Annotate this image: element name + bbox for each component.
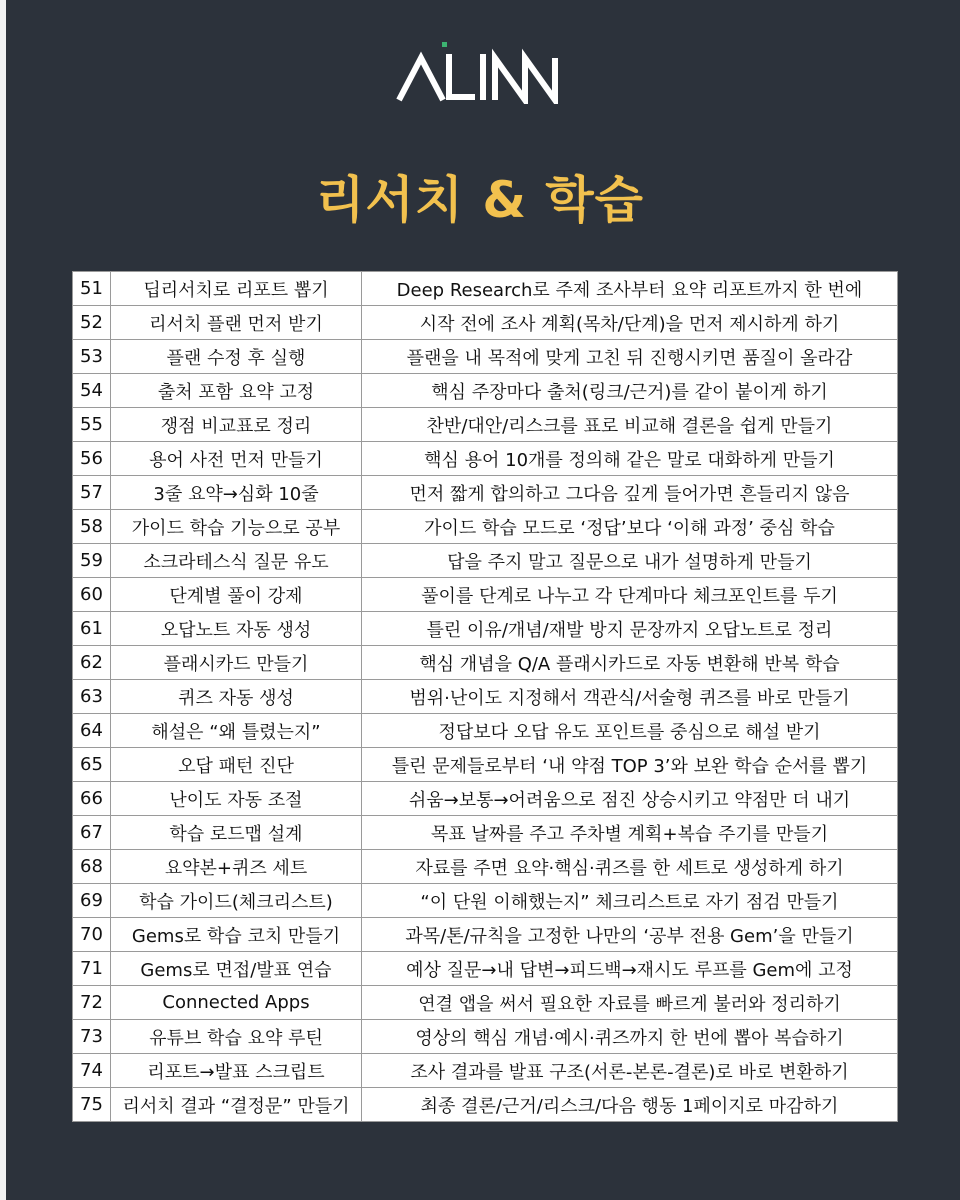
- row-feature: 리포트→발표 스크립트: [111, 1054, 362, 1088]
- table-row: [73, 646, 898, 680]
- alinn-logo: [0, 40, 960, 108]
- table-row: [73, 952, 898, 986]
- row-description: 조사 결과를 발표 구조(서론-본론-결론)로 바로 변환하기: [362, 1054, 898, 1088]
- table-row: [73, 1088, 898, 1122]
- row-description: “이 단원 이해했는지” 체크리스트로 자기 점검 만들기: [362, 884, 898, 918]
- row-feature: 오답 패턴 진단: [111, 748, 362, 782]
- table-row: [73, 1054, 898, 1088]
- row-description: 핵심 주장마다 출처(링크/근거)를 같이 붙이게 하기: [362, 374, 898, 408]
- table-row: [73, 714, 898, 748]
- row-feature: 쟁점 비교표로 정리: [111, 408, 362, 442]
- row-description: 영상의 핵심 개념·예시·퀴즈까지 한 번에 뽑아 복습하기: [362, 1020, 898, 1054]
- row-feature: 오답노트 자동 생성: [111, 612, 362, 646]
- row-number: 66: [73, 782, 111, 816]
- page-title: 리서치 & 학습: [316, 171, 644, 229]
- row-feature: Gems로 학습 코치 만들기: [111, 918, 362, 952]
- row-description: 예상 질문→내 답변→피드백→재시도 루프를 Gem에 고정: [362, 952, 898, 986]
- table-row: [73, 340, 898, 374]
- row-description: 풀이를 단계로 나누고 각 단계마다 체크포인트를 두기: [362, 578, 898, 612]
- row-number: 75: [73, 1088, 111, 1122]
- row-description: 최종 결론/근거/리스크/다음 행동 1페이지로 마감하기: [362, 1088, 898, 1122]
- row-feature: 용어 사전 먼저 만들기: [111, 442, 362, 476]
- row-number: 73: [73, 1020, 111, 1054]
- table-row: [73, 918, 898, 952]
- row-number: 52: [73, 306, 111, 340]
- table-row: [73, 884, 898, 918]
- row-number: 67: [73, 816, 111, 850]
- row-description: Deep Research로 주제 조사부터 요약 리포트까지 한 번에: [362, 272, 898, 306]
- row-description: 먼저 짧게 합의하고 그다음 깊게 들어가면 흔들리지 않음: [362, 476, 898, 510]
- row-description: 가이드 학습 모드로 ‘정답’보다 ‘이해 과정’ 중심 학습: [362, 510, 898, 544]
- row-description: 범위·난이도 지정해서 객관식/서술형 퀴즈를 바로 만들기: [362, 680, 898, 714]
- row-feature: 플래시카드 만들기: [111, 646, 362, 680]
- row-feature: 단계별 풀이 강제: [111, 578, 362, 612]
- table-row: [73, 986, 898, 1020]
- row-number: 62: [73, 646, 111, 680]
- row-description: 찬반/대안/리스크를 표로 비교해 결론을 쉽게 만들기: [362, 408, 898, 442]
- row-feature: 3줄 요약→심화 10줄: [111, 476, 362, 510]
- row-number: 57: [73, 476, 111, 510]
- table-row: [73, 850, 898, 884]
- alinn-logo-mark: [395, 40, 565, 104]
- row-feature: 리서치 결과 “결정문” 만들기: [111, 1088, 362, 1122]
- row-number: 72: [73, 986, 111, 1020]
- row-feature: Gems로 면접/발표 연습: [111, 952, 362, 986]
- row-number: 53: [73, 340, 111, 374]
- feature-table-body: [73, 272, 898, 1122]
- row-description: 틀린 문제들로부터 ‘내 약점 TOP 3’와 보완 학습 순서를 뽑기: [362, 748, 898, 782]
- row-number: 58: [73, 510, 111, 544]
- table-row: [73, 442, 898, 476]
- row-feature: 요약본+퀴즈 세트: [111, 850, 362, 884]
- row-feature: 딥리서치로 리포트 뽑기: [111, 272, 362, 306]
- row-feature: 플랜 수정 후 실행: [111, 340, 362, 374]
- table-row: [73, 782, 898, 816]
- table-row: [73, 374, 898, 408]
- table-row: [73, 680, 898, 714]
- row-description: 틀린 이유/개념/재발 방지 문장까지 오답노트로 정리: [362, 612, 898, 646]
- row-description: 핵심 개념을 Q/A 플래시카드로 자동 변환해 반복 학습: [362, 646, 898, 680]
- row-number: 59: [73, 544, 111, 578]
- row-description: 핵심 용어 10개를 정의해 같은 말로 대화하게 만들기: [362, 442, 898, 476]
- row-description: 플랜을 내 목적에 맞게 고친 뒤 진행시키면 품질이 올라감: [362, 340, 898, 374]
- row-description: 자료를 주면 요약·핵심·퀴즈를 한 세트로 생성하게 하기: [362, 850, 898, 884]
- row-number: 54: [73, 374, 111, 408]
- table-row: [73, 816, 898, 850]
- row-number: 63: [73, 680, 111, 714]
- row-description: 답을 주지 말고 질문으로 내가 설명하게 만들기: [362, 544, 898, 578]
- table-row: [73, 1020, 898, 1054]
- table-row: [73, 306, 898, 340]
- row-number: 55: [73, 408, 111, 442]
- row-feature: 학습 로드맵 설계: [111, 816, 362, 850]
- row-number: 74: [73, 1054, 111, 1088]
- table-row: [73, 408, 898, 442]
- table-row: [73, 748, 898, 782]
- table-row: [73, 544, 898, 578]
- row-number: 60: [73, 578, 111, 612]
- row-description: 목표 날짜를 주고 주차별 계획+복습 주기를 만들기: [362, 816, 898, 850]
- row-number: 70: [73, 918, 111, 952]
- row-number: 64: [73, 714, 111, 748]
- row-feature: 가이드 학습 기능으로 공부: [111, 510, 362, 544]
- row-number: 61: [73, 612, 111, 646]
- row-feature: 소크라테스식 질문 유도: [111, 544, 362, 578]
- row-feature: 난이도 자동 조절: [111, 782, 362, 816]
- row-number: 68: [73, 850, 111, 884]
- table-row: [73, 272, 898, 306]
- row-number: 65: [73, 748, 111, 782]
- table-row: [73, 476, 898, 510]
- row-description: 과목/톤/규칙을 고정한 나만의 ‘공부 전용 Gem’을 만들기: [362, 918, 898, 952]
- row-description: 정답보다 오답 유도 포인트를 중심으로 해설 받기: [362, 714, 898, 748]
- row-description: 쉬움→보통→어려움으로 점진 상승시키고 약점만 더 내기: [362, 782, 898, 816]
- table-row: [73, 612, 898, 646]
- row-feature: 학습 가이드(체크리스트): [111, 884, 362, 918]
- row-number: 69: [73, 884, 111, 918]
- row-number: 71: [73, 952, 111, 986]
- table-row: [73, 510, 898, 544]
- row-feature: 유튜브 학습 요약 루틴: [111, 1020, 362, 1054]
- row-feature: Connected Apps: [111, 986, 362, 1020]
- row-feature: 출처 포함 요약 고정: [111, 374, 362, 408]
- row-feature: 퀴즈 자동 생성: [111, 680, 362, 714]
- row-description: 시작 전에 조사 계획(목차/단계)을 먼저 제시하게 하기: [362, 306, 898, 340]
- table-row: [73, 578, 898, 612]
- row-feature: 해설은 “왜 틀렸는지”: [111, 714, 362, 748]
- row-description: 연결 앱을 써서 필요한 자료를 빠르게 불러와 정리하기: [362, 986, 898, 1020]
- row-feature: 리서치 플랜 먼저 받기: [111, 306, 362, 340]
- row-number: 51: [73, 272, 111, 306]
- feature-table: [72, 271, 898, 1122]
- row-number: 56: [73, 442, 111, 476]
